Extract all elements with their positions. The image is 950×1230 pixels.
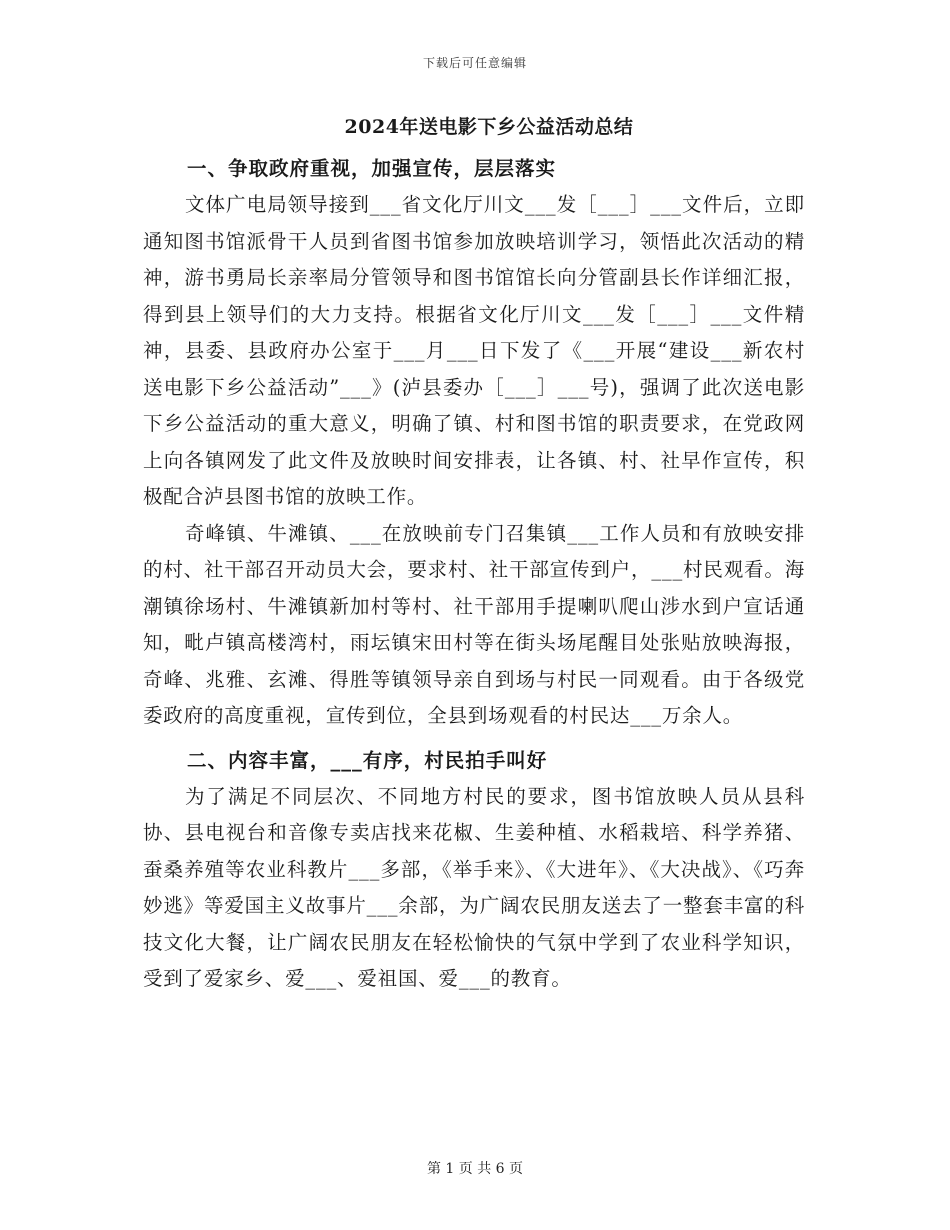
section-1-paragraph-1: 文体广电局领导接到___省文化厅川文___发［___］___文件后，立即通知图书馆派骨干人员到省图书馆参加放映培训学习，领悟此次活动的精神，游书勇局长亲率局分管领导和图书馆馆长向分管副县长作详细汇报，得到县上领导们的大力支持。根据省文化厅川文___发［___］___文件精神，县委、县政府办公室于___月___日下发了《___开展“建设___新农村送电影下乡公益活动”___》(泸县委办［___］___号)，强调了此次送电影下乡公益活动的重大意义，明确了镇、村和图书馆的职责要求，在党政网上向各镇网发了此文件及放映时间安排表，让各镇、村、社早作宣传，积极配合泸县图书馆的放映工作。	[143, 193, 805, 508]
section-heading-1: 一、争取政府重视，加强宣传，层层落实	[187, 157, 557, 180]
document-title: 2024年送电影下乡公益活动总结	[344, 116, 634, 138]
download-note: 下载后可任意编辑	[422, 56, 527, 70]
document-body	[143, 112, 805, 998]
page-number: 第 1 页 共 6 页	[426, 1161, 524, 1177]
section-2-paragraph-1: 为了满足不同层次、不同地方村民的要求，图书馆放映人员从县科协、县电视台和音像专卖店找来花椒、生姜种植、水稻栽培、科学养猪、蚕桑养殖等农业科教片___多部，《举手来》、《大进年》、《大决战》、《巧奔妙逃》等爱国主义故事片___余部，为广阔农民朋友送去了一整套丰富的科技文化大餐，让广阔农民朋友在轻松愉快的气氛中学到了农业科学知识，受到了爱家乡、爱___、爱祖国、爱___的教育。	[143, 784, 805, 990]
section-heading-2: 二、内容丰富，___有序，村民拍手叫好	[187, 748, 548, 772]
section-1-paragraph-2: 奇峰镇、牛滩镇、___在放映前专门召集镇___工作人员和有放映安排的村、社干部召开动员大会，要求村、社干部宣传到户，___村民观看。海潮镇徐场村、牛滩镇新加村等村、社干部用手提喇叭爬山涉水到户宣话通知，毗卢镇高楼湾村，雨坛镇宋田村等在街头场尾醒目处张贴放映海报，奇峰、兆雅、玄滩、得胜等镇领导亲自到场与村民一同观看。由于各级党委政府的高度重视，宣传到位，全县到场观看的村民达___万余人。	[143, 521, 805, 727]
